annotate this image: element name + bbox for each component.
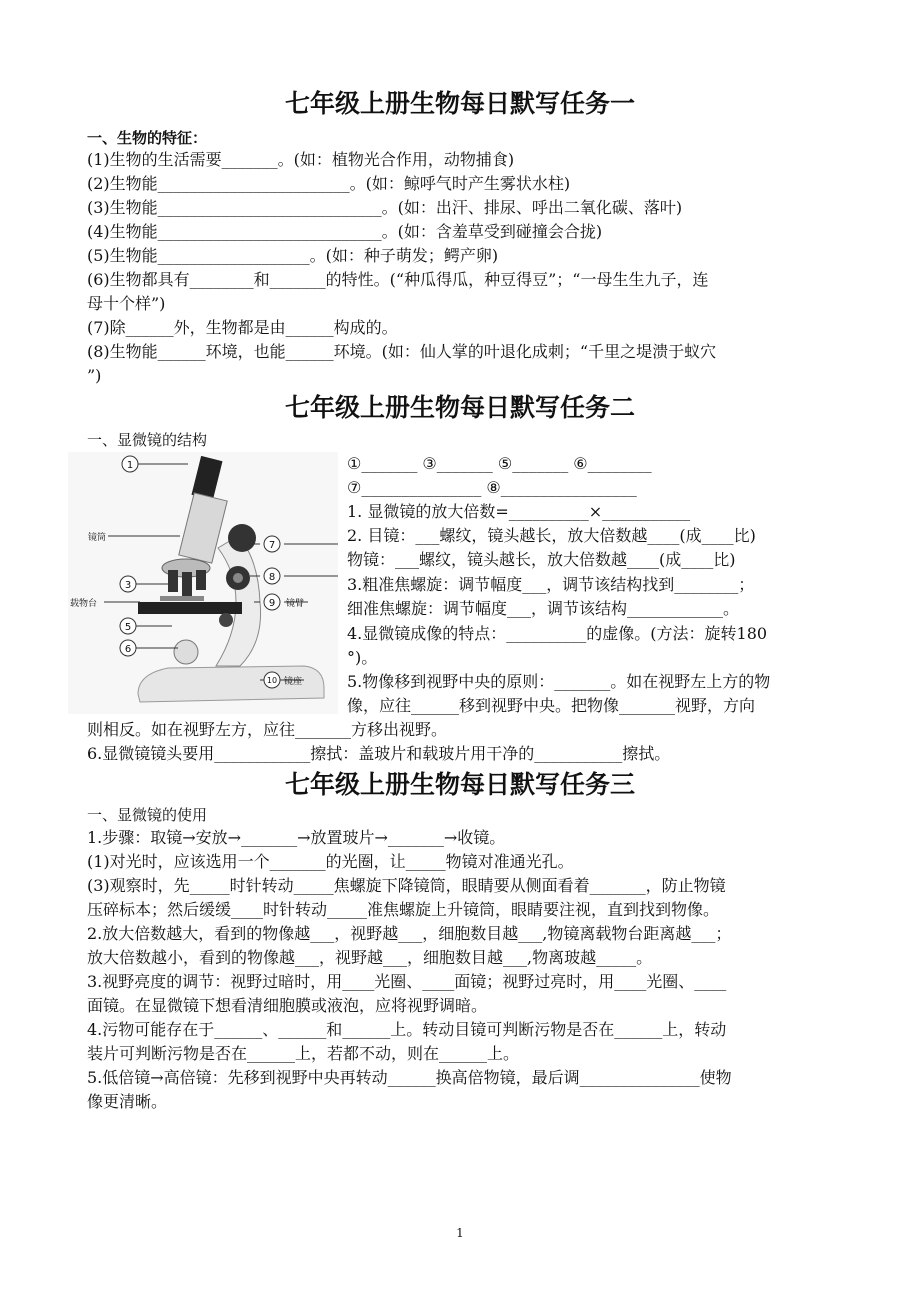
- figure-label-6: 6: [124, 644, 132, 655]
- task3-line: 放大倍数越小，看到的物像越___，视野越___，细胞数目越___,物离玻越_____。: [87, 948, 653, 967]
- task3-line: 装片可判断污物是否在______上，若都不动，则在______上。: [87, 1044, 520, 1063]
- task2-line: ①_______ ③_______ ⑤_______ ⑥________: [347, 454, 652, 473]
- task1-line: ”): [87, 366, 102, 385]
- task3-line: 2.放大倍数越大，看到的物像越___，视野越___，细胞数目越___,物镜离载物台距离越___；: [87, 924, 732, 943]
- task1-line: (2)生物能________________________。(如：鲸呼气时产生雾状水柱): [87, 174, 571, 193]
- task1-subtitle: 一、生物的特征：: [87, 129, 208, 147]
- task1-line: (8)生物能______环境，也能______环境。(如：仙人掌的叶退化成刺；“千里之堤溃于蚁穴: [87, 342, 717, 361]
- task1-line: 母十个样”): [87, 294, 166, 313]
- task2-line: 6.显微镜镜头要用____________擦拭：盖玻片和载玻片用干净的___________擦拭。: [87, 744, 671, 763]
- figure-label-8: 8: [268, 572, 276, 583]
- task2-line: 1. 显微镜的放大倍数=__________×___________: [347, 502, 691, 521]
- task1-line: (7)除______外，生物都是由______构成的。: [87, 318, 398, 337]
- figure-label-10: 10: [266, 676, 278, 685]
- task2-line: ⑦_______________ ⑧_________________: [347, 478, 637, 497]
- task2-line: 则相反。如在视野左方，应往_______方移出视野。: [87, 720, 448, 739]
- task2-line: 5.物像移到视野中央的原则：_______。如在视野左上方的物: [347, 672, 771, 691]
- figure-text-tube: 镜筒: [88, 533, 107, 543]
- task3-line: 4.污物可能存在于______、______和______上。转动目镜可判断污物是否在______上，转动: [87, 1020, 727, 1039]
- task3-line: 1.步骤：取镜→安放→_______→放置玻片→_______→收镜。: [87, 828, 506, 847]
- task2-line: 物镜：___螺纹，镜头越长，放大倍数越____(成____比): [347, 550, 736, 569]
- task3-subtitle: 一、显微镜的使用: [87, 806, 208, 824]
- page-number: 1: [456, 1226, 464, 1240]
- task2-title: 七年级上册生物每日默写任务二: [284, 393, 635, 422]
- figure-label-7: 7: [268, 540, 276, 551]
- task3-line: 压碎标本；然后缓缓____时针转动_____准焦螺旋上升镜筒，眼睛要注视，直到找到物像。: [87, 900, 720, 919]
- figure-label-3: 3: [124, 580, 132, 591]
- figure-label-5: 5: [124, 622, 132, 633]
- task1-line: (5)生物能___________________。(如：种子萌发；鳄产卵): [87, 246, 499, 265]
- task2-line: 细准焦螺旋：调节幅度___，调节该结构____________。: [347, 599, 740, 618]
- figure-text-stage: 载物台: [70, 599, 98, 609]
- task1-line: (1)生物的生活需要_______。(如：植物光合作用，动物捕食): [87, 150, 515, 169]
- task1-title: 七年级上册生物每日默写任务一: [284, 89, 635, 118]
- task3-line: (3)观察时，先_____时针转动_____焦螺旋下降镜筒，眼睛要从侧面看着_______，防止物镜: [87, 876, 726, 895]
- microscope-diagram: [68, 452, 338, 714]
- microscope-figure: [68, 452, 338, 714]
- figure-text-base: 镜座: [284, 677, 303, 687]
- figure-label-1: 1: [126, 460, 134, 471]
- task3-title: 七年级上册生物每日默写任务三: [284, 770, 635, 799]
- task2-line: 2. 目镜：___螺纹，镜头越长，放大倍数越____(成____比): [347, 526, 756, 545]
- task2-line: 3.粗准焦螺旋：调节幅度___，调节该结构找到________；: [347, 575, 755, 594]
- task2-line: 4.显微镜成像的特点：__________的虚像。(方法：旋转180: [347, 624, 768, 643]
- figure-text-arm: 镜臂: [286, 599, 305, 609]
- task1-line: (3)生物能____________________________。(如：出汗、排尿、呼出二氧化碳、落叶): [87, 198, 683, 217]
- task1-line: (6)生物都具有________和_______的特性。(“种瓜得瓜，种豆得豆”；“一母生生九子，连: [87, 270, 709, 289]
- task2-subtitle: 一、显微镜的结构: [87, 431, 208, 449]
- task3-line: (1)对光时，应该选用一个_______的光圈，让_____物镜对准通光孔。: [87, 852, 574, 871]
- task3-line: 像更清晰。: [87, 1092, 168, 1111]
- task3-line: 面镜。在显微镜下想看清细胞膜或液泡，应将视野调暗。: [87, 996, 488, 1015]
- task3-line: 5.低倍镜→高倍镜：先移到视野中央再转动______换高倍物镜，最后调_______________使物: [87, 1068, 732, 1087]
- figure-label-9: 9: [268, 598, 276, 609]
- task3-line: 3.视野亮度的调节：视野过暗时，用____光圈、____面镜；视野过亮时，用____光圈、____: [87, 972, 727, 991]
- task2-line: 像，应往______移到视野中央。把物像_______视野，方向: [347, 696, 756, 715]
- task2-line: °)。: [347, 648, 378, 667]
- task1-line: (4)生物能____________________________。(如：含羞草受到碰撞会合拢): [87, 222, 603, 241]
